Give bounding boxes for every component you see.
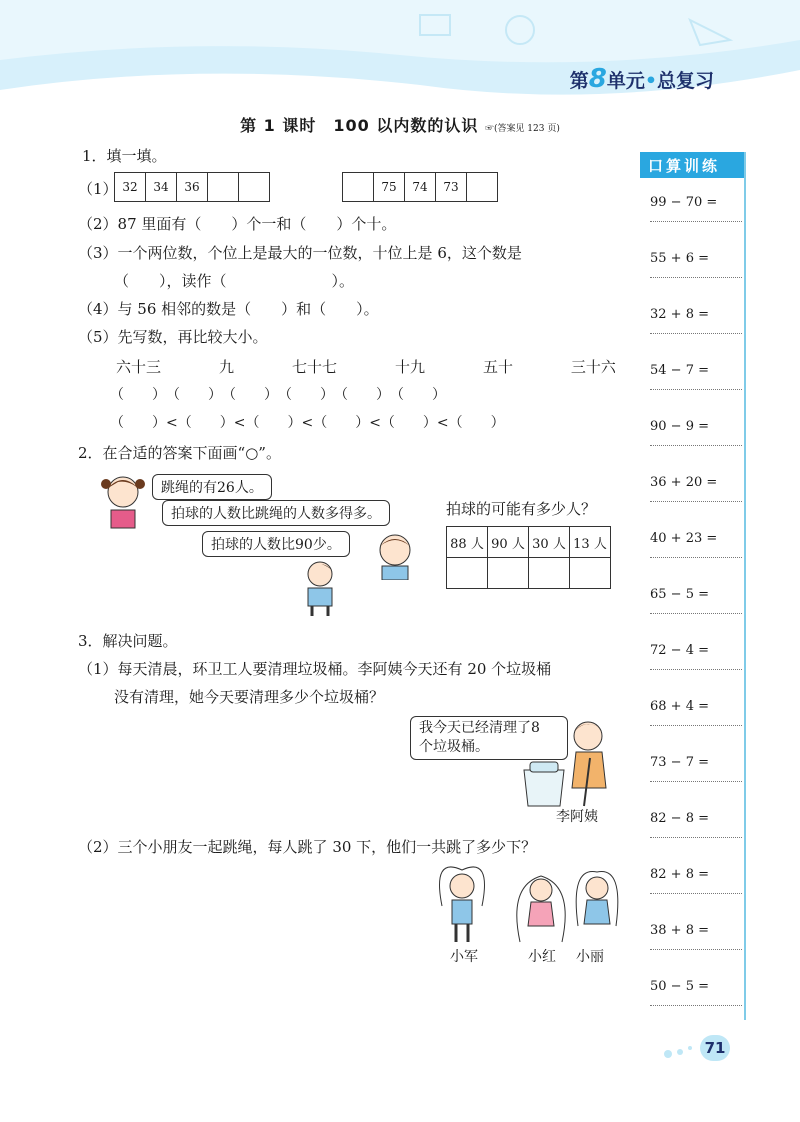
q2-question: 拍球的可能有多少人？ [446, 500, 597, 518]
lesson-title [0, 113, 800, 136]
q3-p1-line1: （1）每天清晨，环卫工人要清理垃圾桶。李阿姨今天还有 20 个垃圾桶 [78, 660, 552, 678]
boy2-illustration [300, 558, 340, 616]
answer-line[interactable] [650, 948, 742, 950]
drill-item [650, 475, 740, 502]
q3-p2: （2）三个小朋友一起跳绳，每人跳了 30 下，他们一共跳了多少下？ [78, 838, 537, 856]
q3-title: 3．解决问题。 [78, 632, 178, 650]
q3-p1-line2: 没有清理，她今天要清理多少个垃圾桶？ [114, 688, 385, 706]
drill-expression: 72 − 4 = [650, 643, 709, 658]
drill-item [650, 755, 740, 782]
drill-item [650, 363, 740, 390]
number-box [467, 173, 497, 201]
drill-item [650, 531, 740, 558]
answer-line[interactable] [650, 444, 742, 446]
drill-expression: 99 − 70 = [650, 195, 718, 210]
option-88: 88 人 [447, 527, 488, 558]
cn-number: 五十 [482, 358, 513, 376]
q1-p5: （5）先写数，再比较大小。 [78, 328, 268, 346]
number-box: 34 [146, 173, 177, 201]
answer-line[interactable] [650, 780, 742, 782]
xiaoli-illustration [570, 866, 624, 946]
kid-name-xiaojun: 小军 [450, 949, 478, 965]
answer-blank[interactable] [488, 558, 529, 589]
answer-line[interactable] [650, 276, 742, 278]
worker-name: 李阿姨 [556, 809, 598, 825]
answer-line[interactable] [650, 1004, 742, 1006]
q1-p1-label: （1） [78, 180, 118, 198]
drill-expression: 82 − 8 = [650, 811, 709, 826]
q2-title: 2．在合适的答案下面画“○”。 [78, 444, 281, 462]
drill-expression: 73 − 7 = [650, 755, 709, 770]
drill-expression: 55 + 6 = [650, 251, 709, 266]
drill-expression: 32 + 8 = [650, 307, 709, 322]
drill-item [650, 923, 740, 950]
girl-illustration [98, 470, 148, 530]
xiaohong-illustration [514, 866, 568, 946]
answer-line[interactable] [650, 332, 742, 334]
q1-p4: （4）与 56 相邻的数是（ ）和（ ）。 [78, 300, 379, 318]
number-box [343, 173, 374, 201]
answer-blank[interactable] [570, 558, 611, 589]
drill-expression: 36 + 20 = [650, 475, 718, 490]
drill-expression: 50 − 5 = [650, 979, 709, 994]
worker-bubble-line2: 个垃圾桶。 [419, 739, 489, 755]
drill-expression: 68 + 4 = [650, 699, 709, 714]
option-13: 13 人 [570, 527, 611, 558]
unit-prefix: 第 [569, 70, 589, 92]
unit-dot: • [644, 70, 657, 92]
q1-blank-row: （ ） （ ） （ ） （ ） （ ） （ ） [110, 387, 446, 403]
cn-number: 九 [218, 358, 234, 376]
kid-name-xiaohong: 小红 [528, 949, 556, 965]
drill-expression: 65 − 5 = [650, 587, 709, 602]
number-box [208, 173, 239, 201]
xiaojun-illustration [432, 866, 492, 946]
kid-name-xiaoli: 小丽 [576, 949, 604, 965]
answer-line[interactable] [650, 220, 742, 222]
q1-p3-line1: （3）一个两位数，个位上是最大的一位数，十位上是 6，这个数是 [78, 244, 522, 262]
title-arrow [736, 152, 744, 178]
boy-illustration [372, 528, 418, 580]
answer-line[interactable] [650, 836, 742, 838]
drill-item [650, 699, 740, 726]
drill-item [650, 419, 740, 446]
number-box: 32 [115, 173, 146, 201]
drill-item [650, 867, 740, 894]
q1-title: 1．填一填。 [82, 147, 167, 165]
q1-p3-line2: （ ），读作（ ）。 [114, 272, 355, 290]
drill-expression: 54 − 7 = [650, 363, 709, 378]
drill-item [650, 195, 740, 222]
speech-bubble-girl: 跳绳的有26人。 [152, 474, 272, 500]
number-box: 36 [177, 173, 208, 201]
worker-illustration [520, 718, 620, 810]
bubbles-decoration [660, 1040, 700, 1060]
unit-suffix: 单元 [606, 70, 645, 92]
worker-bubble-line1: 我今天已经清理了8 [419, 720, 540, 736]
q1-p2: （2）87 里面有（ ）个一和（ ）个十。 [78, 215, 397, 233]
option-30: 30 人 [529, 527, 570, 558]
drill-expression: 90 − 9 = [650, 419, 709, 434]
answer-line[interactable] [650, 500, 742, 502]
answer-blank[interactable] [447, 558, 488, 589]
oral-arithmetic-title: 口算训练 [640, 152, 744, 178]
answer-ref: ☞(答案见 123 页) [484, 124, 560, 134]
lesson-title-text: 第 1 课时 100 以内数的认识 [240, 116, 479, 135]
number-box: 75 [374, 173, 405, 201]
cn-number: 十九 [394, 358, 425, 376]
answer-line[interactable] [650, 724, 742, 726]
drill-item [650, 251, 740, 278]
number-box-row-a [114, 172, 270, 202]
drill-item [650, 811, 740, 838]
number-box-row-b [342, 172, 498, 202]
drill-item [650, 587, 740, 614]
drill-item [650, 979, 740, 1006]
drill-expression: 40 + 23 = [650, 531, 718, 546]
unit-name: 总复习 [656, 70, 714, 92]
cn-number: 六十三 [116, 358, 162, 376]
number-box [239, 173, 269, 201]
unit-title [570, 64, 714, 94]
drill-expression: 82 + 8 = [650, 867, 709, 882]
answer-line[interactable] [650, 892, 742, 894]
cn-number: 七十七 [291, 358, 337, 376]
answer-line[interactable] [650, 388, 742, 390]
drill-expression: 38 + 8 = [650, 923, 709, 938]
q1-compare-row: （ ）<（ ）<（ ）<（ ）<（ ）<（ ） [110, 415, 505, 431]
unit-number: 8 [588, 64, 607, 94]
answer-blank[interactable] [529, 558, 570, 589]
answer-line[interactable] [650, 556, 742, 558]
answer-line[interactable] [650, 612, 742, 614]
page-number: 71 [700, 1035, 730, 1061]
chinese-number-row [116, 356, 616, 377]
number-box: 74 [405, 173, 436, 201]
speech-bubble-boy: 拍球的人数比跳绳的人数多得多。 [162, 500, 390, 526]
number-box: 73 [436, 173, 467, 201]
option-90: 90 人 [488, 527, 529, 558]
drill-item [650, 307, 740, 334]
answer-options-table [446, 526, 611, 589]
cn-number: 三十六 [570, 358, 616, 376]
drill-item [650, 643, 740, 670]
speech-bubble-boy2: 拍球的人数比90少。 [202, 531, 350, 557]
answer-line[interactable] [650, 668, 742, 670]
